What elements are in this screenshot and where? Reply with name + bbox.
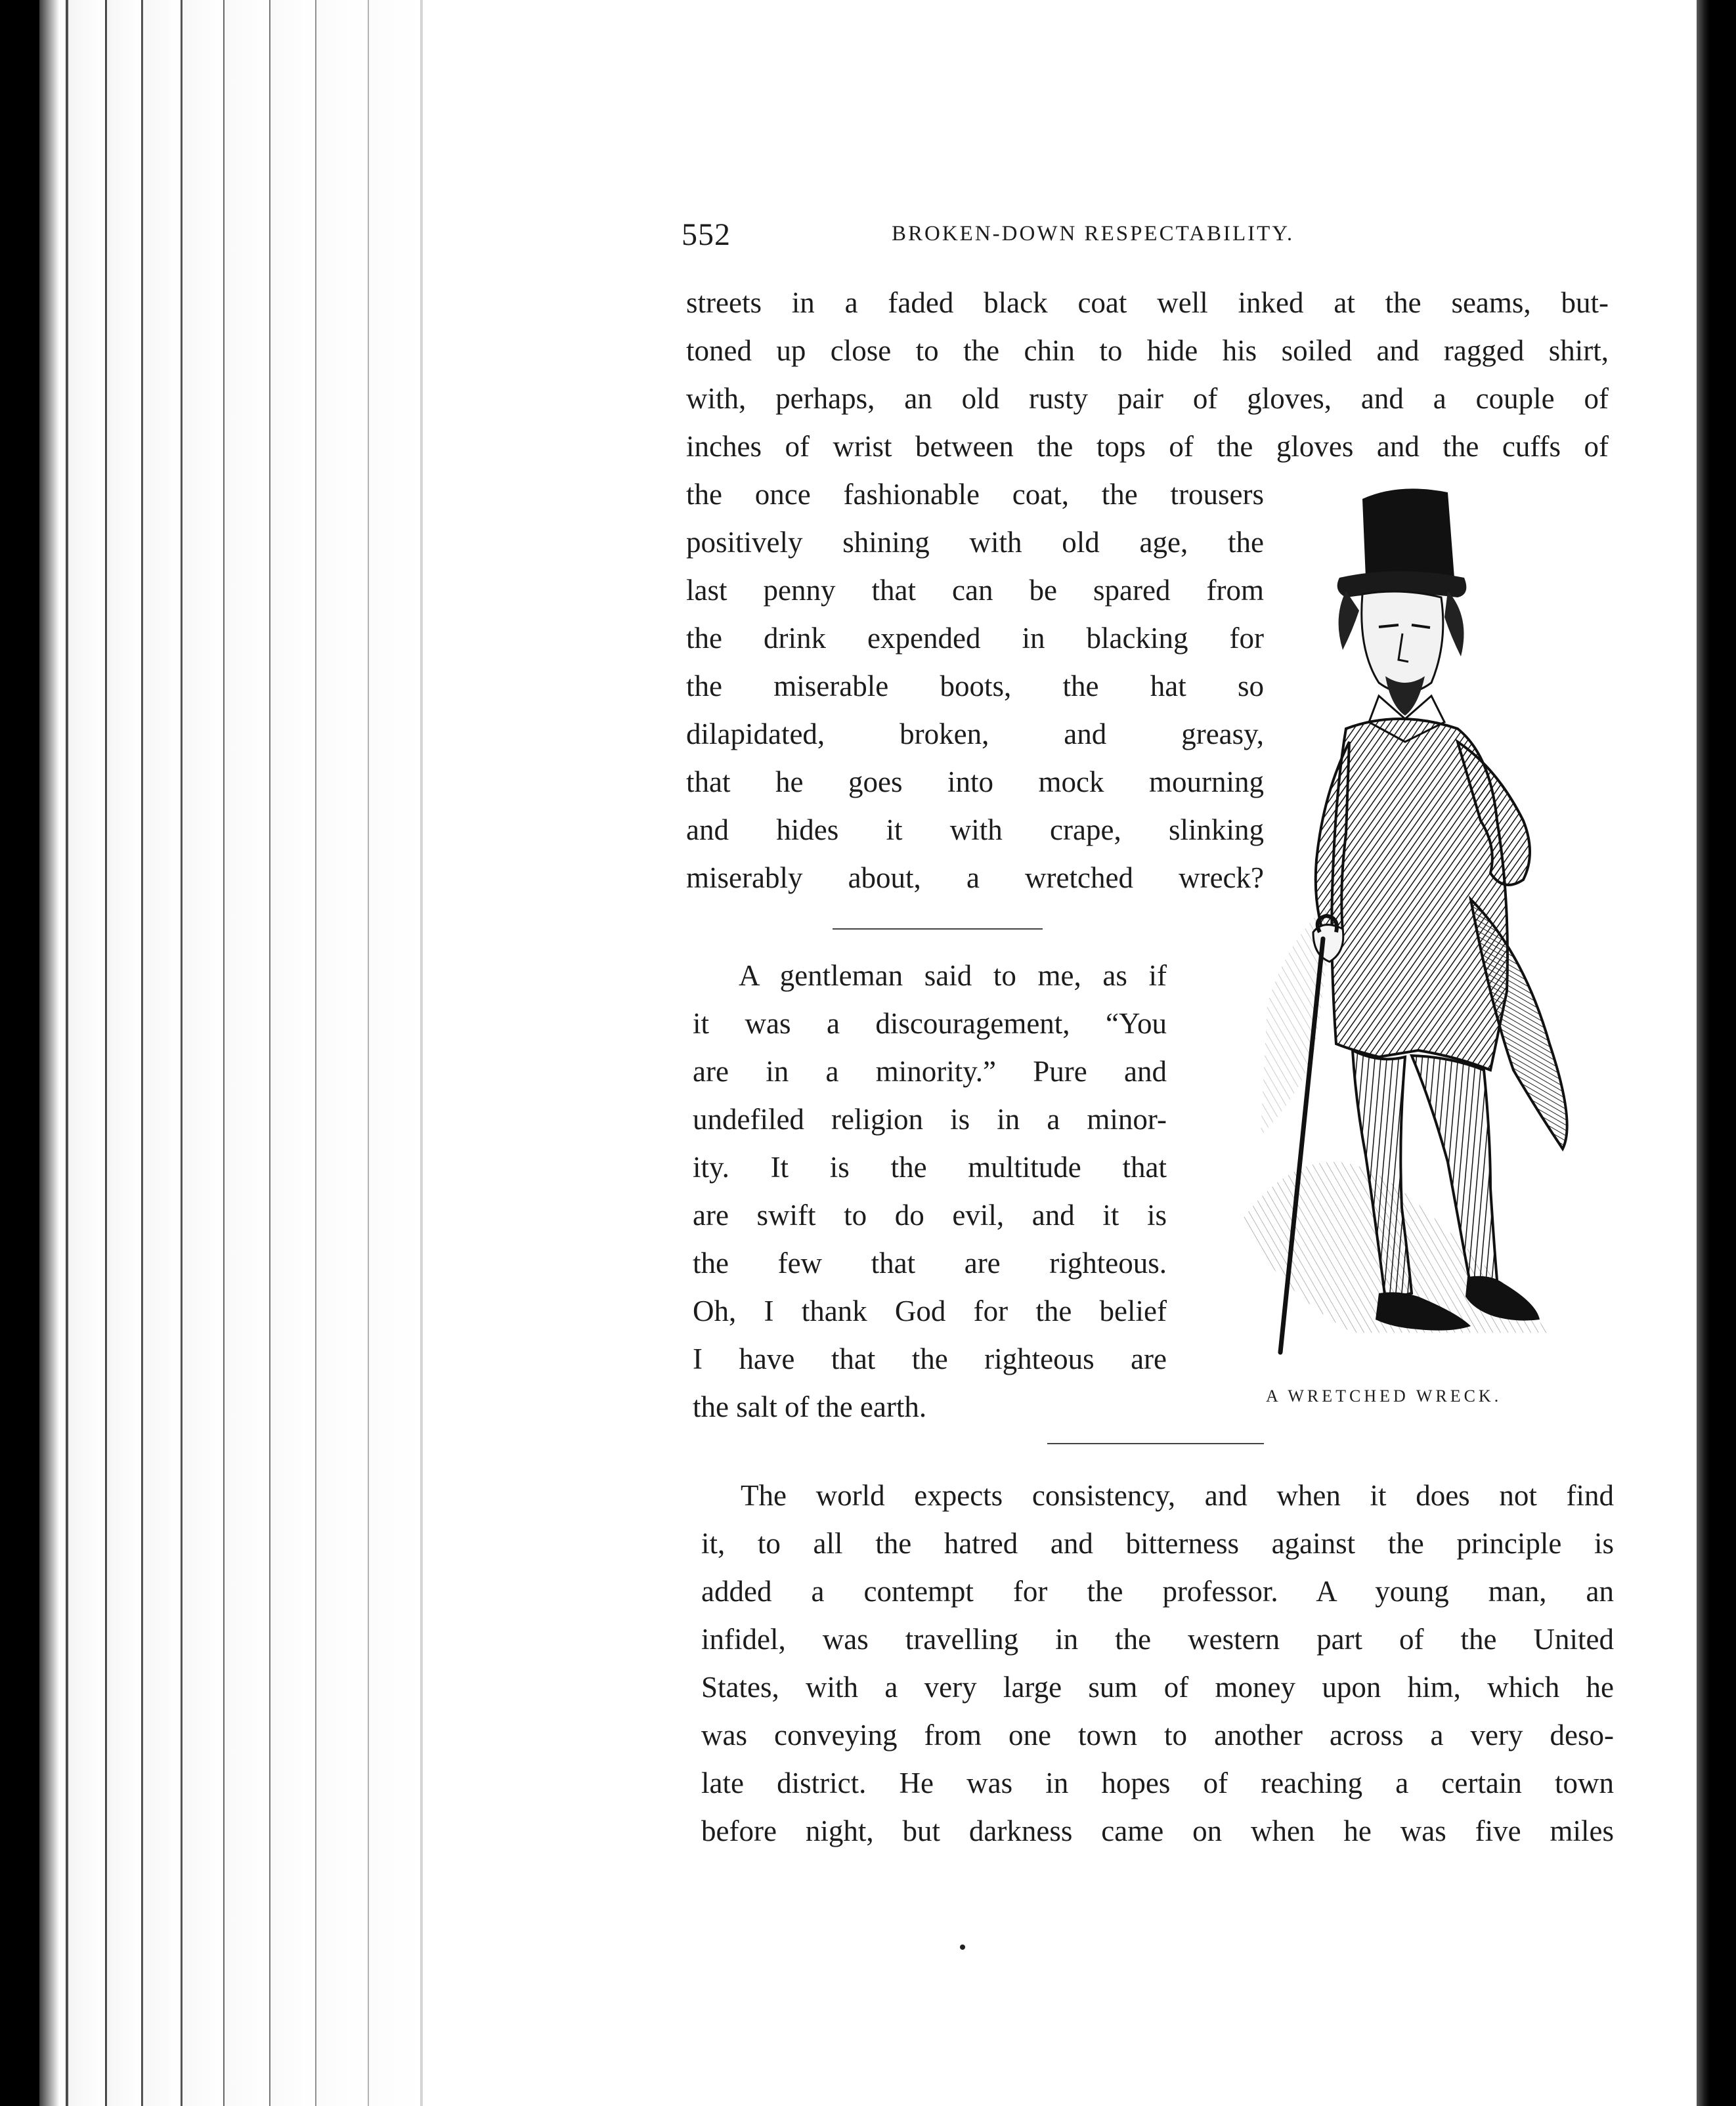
book-page-edges xyxy=(0,0,446,2106)
running-head: BROKEN-DOWN RESPECTABILITY. xyxy=(892,222,1295,246)
paragraph-mid xyxy=(693,952,1167,1431)
text-line: streets in a faded black coat well inked at the seams, but- xyxy=(686,286,1609,319)
text-line: are in a minority.” Pure and xyxy=(693,1055,1167,1088)
text-line: are swift to do evil, and it is xyxy=(693,1199,1167,1232)
man-top-hat-cane-icon xyxy=(1182,479,1628,1372)
text-line: was conveying from one town to another across a very deso- xyxy=(701,1719,1614,1751)
text-line: it was a discouragement, “You xyxy=(693,1007,1167,1040)
text-line: the miserable boots, the hat so xyxy=(686,670,1264,702)
page-header xyxy=(682,217,1614,256)
page-number: 552 xyxy=(682,217,731,252)
text-line: infidel, was travelling in the western part of the United xyxy=(701,1623,1614,1656)
section-divider xyxy=(1047,1443,1264,1444)
text-line: inches of wrist between the tops of the gloves and the cuffs of xyxy=(686,430,1609,463)
text-line: the salt of the earth. xyxy=(693,1390,927,1423)
text-line: The world expects consistency, and when it does not find xyxy=(741,1479,1614,1512)
figure-caption: A WRETCHED WRECK. xyxy=(1266,1386,1502,1406)
paragraph-bottom xyxy=(701,1472,1614,1855)
text-line: ity. It is the multitude that xyxy=(693,1151,1167,1184)
text-line: and hides it with crape, slinking xyxy=(686,813,1264,846)
book-binding xyxy=(1697,0,1736,2106)
text-line: last penny that can be spared from xyxy=(686,574,1264,607)
text-line: miserably about, a wretched wreck? xyxy=(686,861,1264,894)
text-line: with, perhaps, an old rusty pair of gloves, and a couple of xyxy=(686,382,1609,415)
text-line: I have that the righteous are xyxy=(693,1343,1167,1375)
text-line: undefiled religion is in a minor- xyxy=(693,1103,1167,1136)
text-line: added a contempt for the professor. A young man, an xyxy=(701,1575,1614,1608)
ink-speck xyxy=(960,1945,965,1950)
illustration-wretched-wreck xyxy=(1182,479,1628,1372)
text-line: States, with a very large sum of money upon him, which he xyxy=(701,1671,1614,1704)
text-line: toned up close to the chin to hide his soiled and ragged shirt, xyxy=(686,334,1609,367)
text-line: the few that are righteous. xyxy=(693,1247,1167,1279)
text-line: it, to all the hatred and bitterness against the principle is xyxy=(701,1527,1614,1560)
text-line: late district. He was in hopes of reaching a certain town xyxy=(701,1767,1614,1799)
section-divider xyxy=(833,928,1043,930)
text-line: positively shining with old age, the xyxy=(686,526,1264,559)
paragraph-top xyxy=(686,279,1609,471)
text-line: the drink expended in blacking for xyxy=(686,622,1264,655)
text-line: the once fashionable coat, the trousers xyxy=(686,478,1264,511)
text-line: A gentleman said to me, as if xyxy=(739,959,1167,992)
text-line: dilapidated, broken, and greasy, xyxy=(686,718,1264,750)
paragraph-narrow xyxy=(686,471,1264,902)
text-line: that he goes into mock mourning xyxy=(686,765,1264,798)
text-line: Oh, I thank God for the belief xyxy=(693,1295,1167,1327)
text-line: before night, but darkness came on when he was five miles xyxy=(701,1815,1614,1847)
